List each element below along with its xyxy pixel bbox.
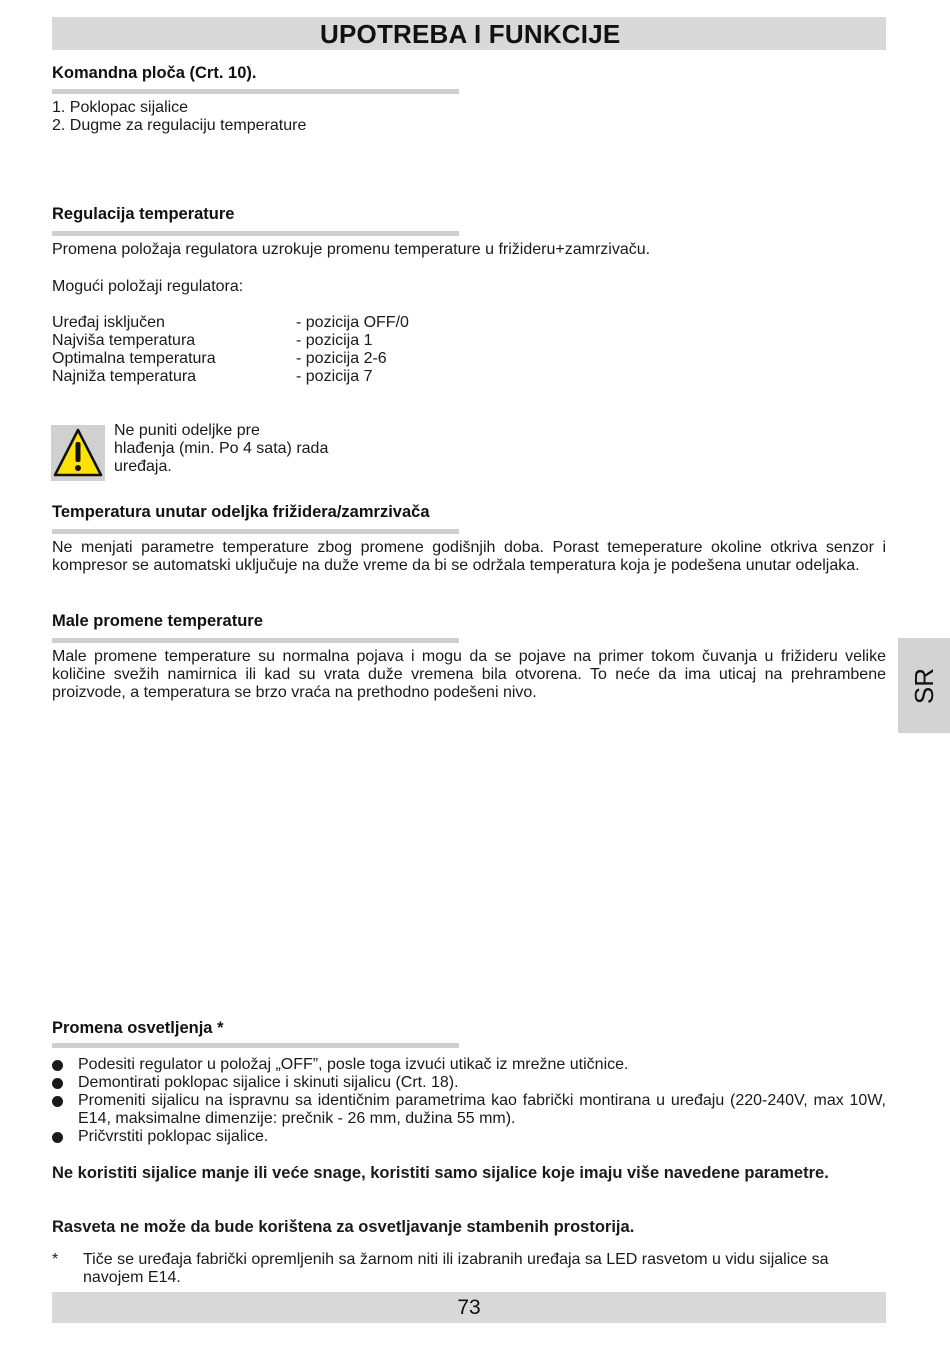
list-item-text: Promeniti sijalicu na ispravnu sa identičnim parametrima kao fabrički montirana u uređaju (220-240V, max 10W, E14, maksimalne dimenzije: prečnik - 26 mm, dužina 55 mm). [78,1092,886,1127]
list-item [52,1128,886,1146]
compartment-temp-text: Ne menjati parametre temperature zbog promene godišnjih doba. Porast temeperature okoline otkriva senzor i kompresor se automatski uključuje na duže vreme da bi se održala temperatura koja je podešena unutar odeljaka. [52,539,886,574]
warning-line: uređaja. [114,458,172,475]
language-tab [898,638,950,733]
position-value: - pozicija 2-6 [296,350,387,367]
lighting-heading: Promena osvetljenja * [52,1019,224,1037]
small-changes-heading: Male promene temperature [52,612,263,630]
page-number: 73 [457,1296,481,1319]
control-panel-heading: Komandna ploča (Crt. 10). [52,64,257,82]
position-row [52,368,452,386]
section-rule [52,89,459,94]
list-item [52,1074,886,1092]
lighting-steps [52,1056,886,1146]
position-label: Optimalna temperatura [52,350,216,367]
bullet-icon [52,1096,63,1107]
small-changes-text: Male promene temperature su normalna pojava i mogu da se pojave na primer tokom čuvanja u frižideru velike količine svežih namirnica ili kad su vrata duže vremena bila otvorena. To neće da ima uticaj na prehrambene proizvode, a temperatura se brzo vraća na prethodno podešeni nivo. [52,648,886,701]
title-bar [52,17,886,50]
temp-regulation-intro: Promena položaja regulatora uzrokuje promenu temperature u frižideru+zamrzivaču. [52,241,651,258]
footnote-mark: * [52,1251,59,1268]
section-rule [52,231,459,236]
positions-label: Mogući položaji regulatora: [52,278,244,295]
position-label: Uređaj isključen [52,314,165,331]
position-label: Najviša temperatura [52,332,196,349]
position-value: - pozicija 1 [296,332,373,349]
list-item: 1. Poklopac sijalice [52,99,189,116]
list-item-text: Pričvrstiti poklopac sijalice. [78,1128,269,1145]
language-tab-label: SR [909,667,939,705]
list-item-text: Demontirati poklopac sijalice i skinuti sijalicu (Crt. 18). [78,1074,459,1091]
lighting-usage-note: Rasveta ne može da bude korištena za osvetljavanje stambenih prostorija. [52,1218,635,1236]
page-title: UPOTREBA I FUNKCIJE [320,19,621,49]
warning-icon-box [51,425,105,481]
section-rule [52,638,459,643]
section-rule [52,1043,459,1048]
compartment-temp-heading: Temperatura unutar odeljka frižidera/zamrzivača [52,503,430,521]
warning-line: Ne puniti odeljke pre [114,422,260,439]
position-value: - pozicija 7 [296,368,373,385]
list-item: 2. Dugme za regulaciju temperature [52,117,307,134]
warning-text [114,422,414,476]
position-value: - pozicija OFF/0 [296,314,409,331]
lighting-warning-note: Ne koristiti sijalice manje ili veće snage, koristiti samo sijalice koje imaju više navedene parametre. [52,1164,829,1182]
temp-regulation-heading: Regulacija temperature [52,205,235,223]
list-item [52,1092,886,1128]
bullet-icon [52,1132,63,1143]
warning-icon [51,425,105,481]
positions-table [52,314,452,386]
position-row [52,350,452,368]
position-row [52,314,452,332]
bullet-icon [52,1060,63,1071]
control-panel-list [52,99,306,135]
section-rule [52,529,459,534]
warning-line: hlađenja (min. Po 4 sata) rada [114,440,329,457]
footnote [52,1251,886,1287]
position-row [52,332,452,350]
position-label: Najniža temperatura [52,368,197,385]
footer-bar [52,1292,886,1323]
footnote-text: Tiče se uređaja fabrički opremljenih sa žarnom niti ili izabranih uređaja sa LED rasvetom u vidu sijalice sa navojem E14. [83,1251,829,1286]
bullet-icon [52,1078,63,1089]
list-item-text: Podesiti regulator u položaj „OFF”, posle toga izvući utikač iz mrežne utičnice. [78,1056,629,1073]
list-item [52,1056,886,1074]
